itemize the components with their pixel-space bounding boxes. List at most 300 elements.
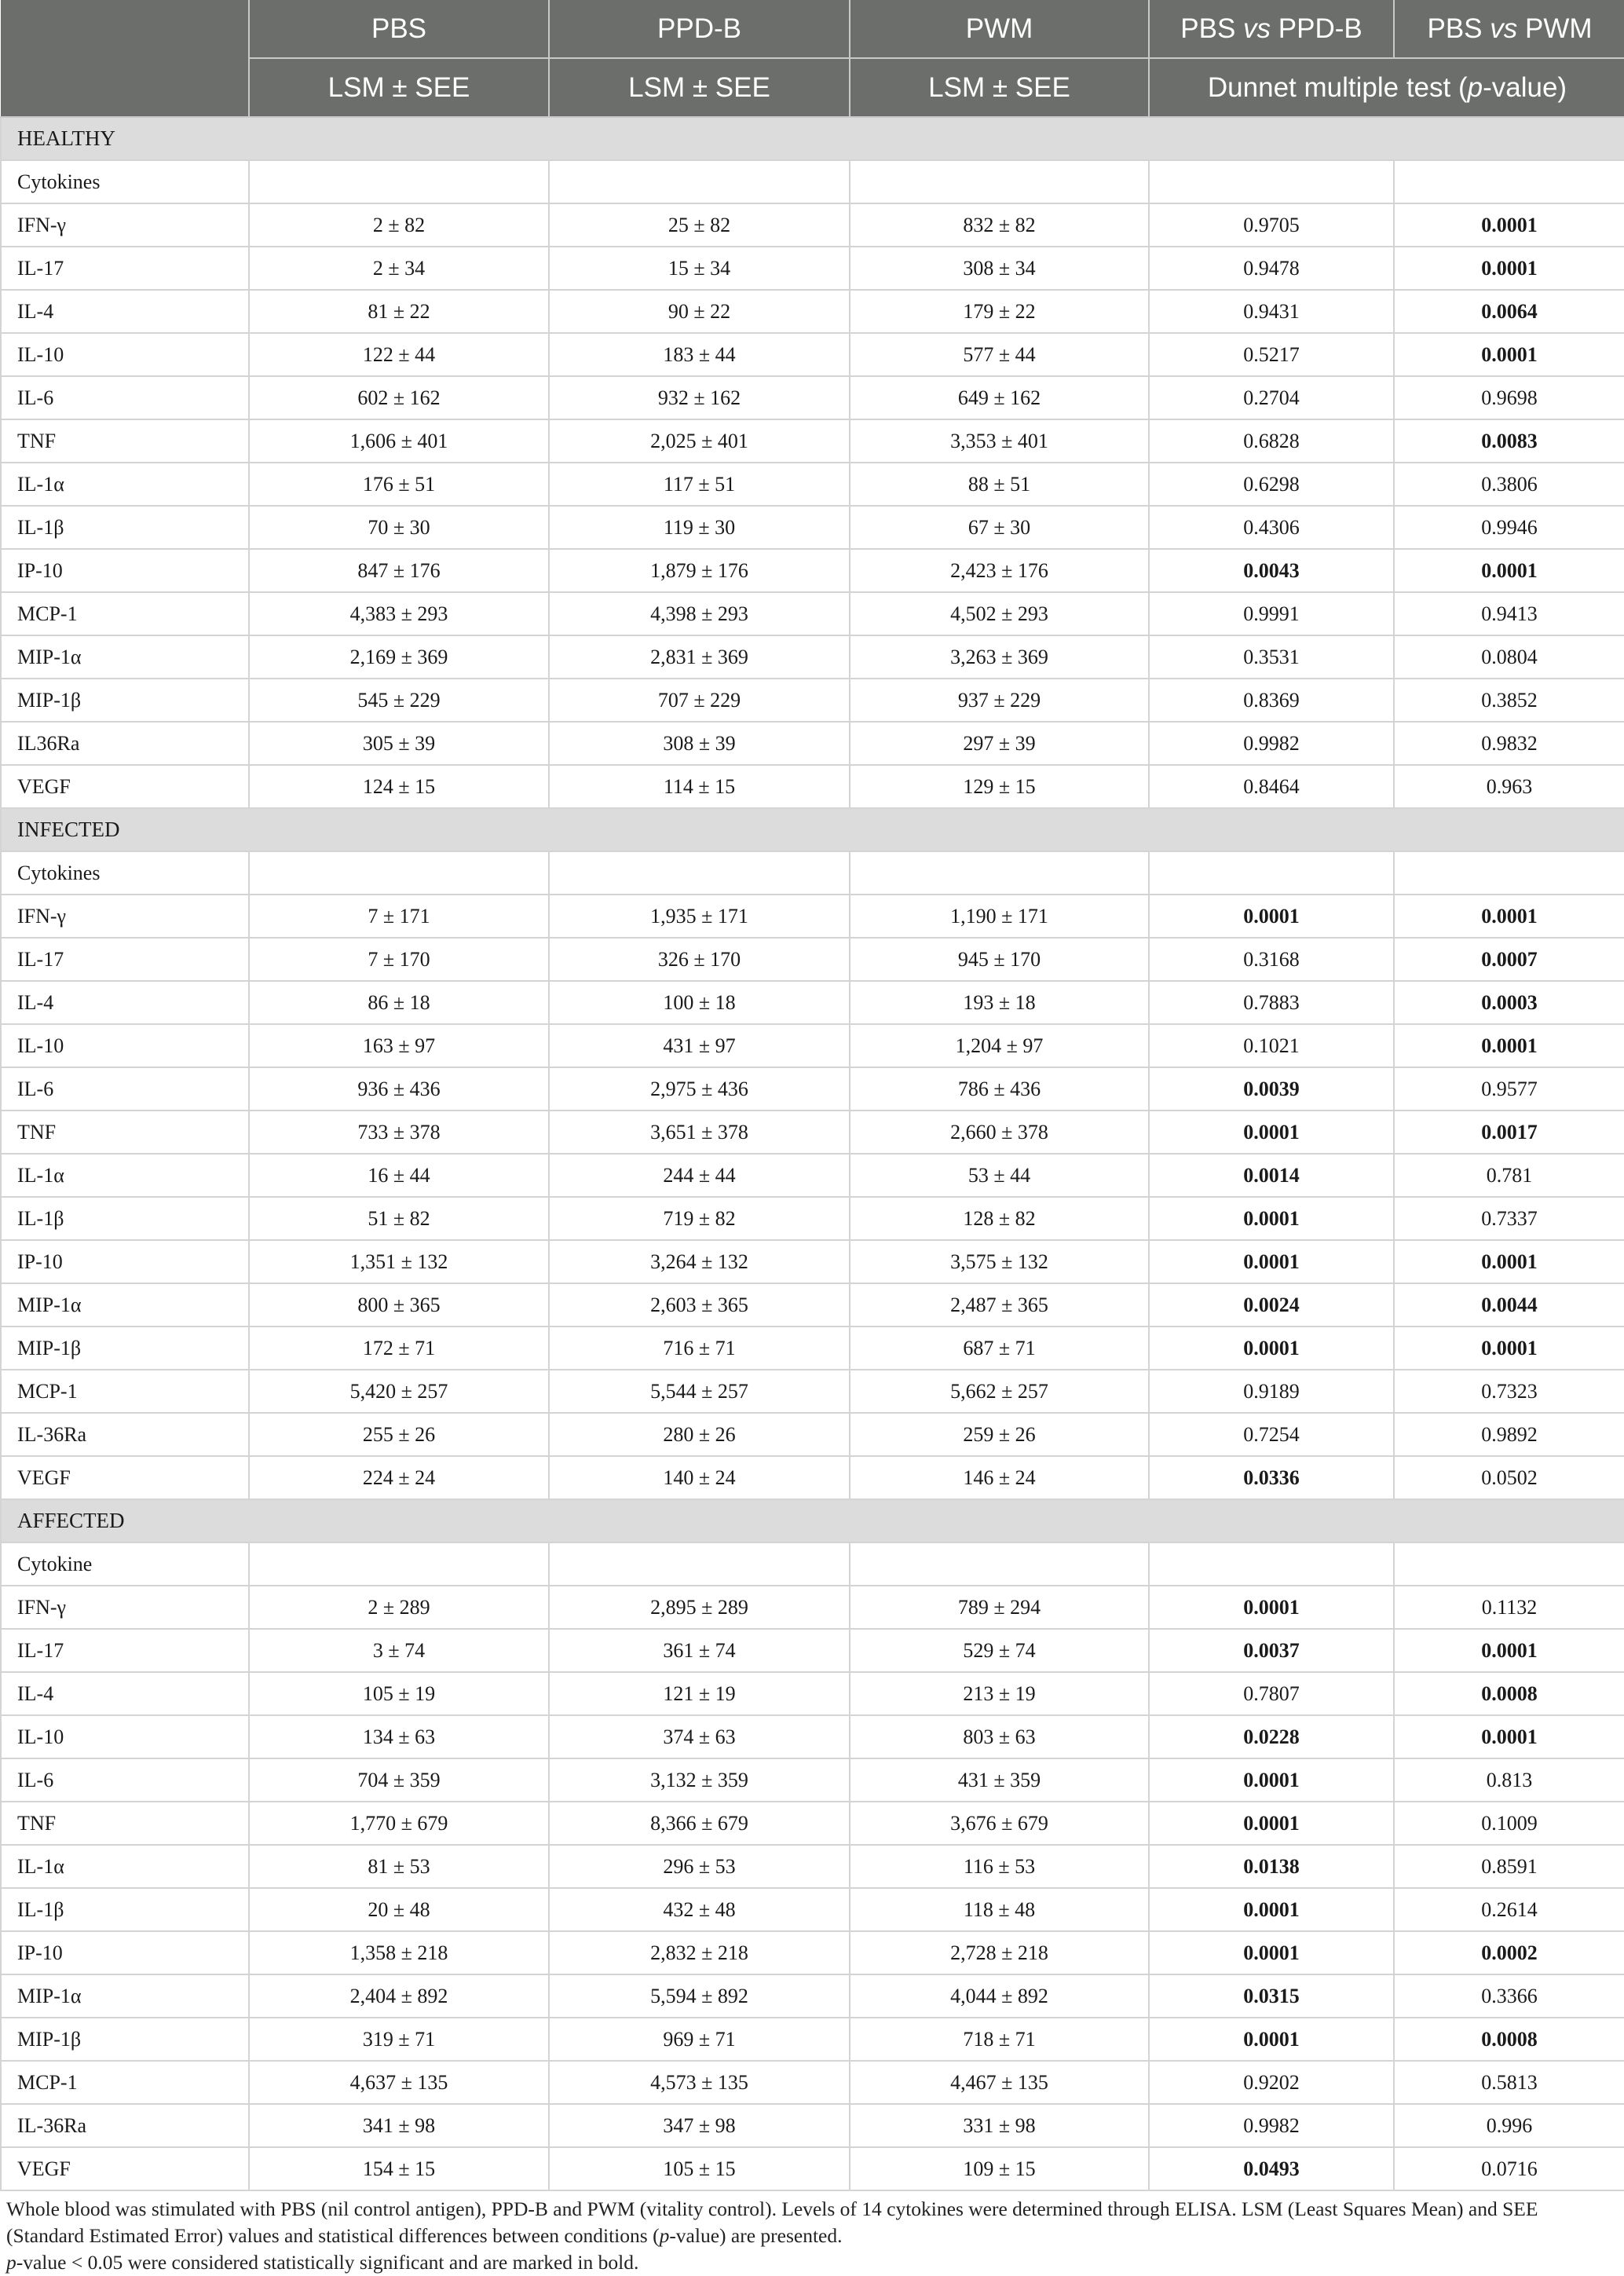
p-pwm-cell: 0.813 xyxy=(1394,1758,1624,1802)
p-ppd-b-cell: 0.4306 xyxy=(1149,506,1394,549)
cytokine-cell: IL-6 xyxy=(1,1758,249,1802)
cytokine-cell: IFN-γ xyxy=(1,203,249,247)
p-ppd-b-cell: 0.8369 xyxy=(1149,679,1394,722)
table-row xyxy=(1,203,1624,247)
cytokine-cell: IL-10 xyxy=(1,1715,249,1758)
p-pwm-cell: 0.0083 xyxy=(1394,419,1624,463)
cytokine-cell: IL-4 xyxy=(1,290,249,333)
cytokine-cell: MIP-1β xyxy=(1,679,249,722)
pbs-cell: 319 ± 71 xyxy=(249,2018,549,2061)
pwm-cell: 2,423 ± 176 xyxy=(850,549,1149,592)
cytokine-cell: IL-36Ra xyxy=(1,1413,249,1456)
cytokine-cell: VEGF xyxy=(1,765,249,808)
pbs-cell: 341 ± 98 xyxy=(249,2104,549,2147)
pwm-cell: 2,728 ± 218 xyxy=(850,1931,1149,1974)
cytokine-cell: IFN-γ xyxy=(1,1586,249,1629)
ppd-b-cell: 432 ± 48 xyxy=(549,1888,850,1931)
table-row xyxy=(1,2061,1624,2104)
footnote-method-text: Whole blood was stimulated with PBS (nil control antigen), PPD-B and PWM (vitality control). Levels of 14 cytokines were determined through ELISA. LSM (Least Squares Mean) and SEE (Standard Estimated Error) values and statistical differences between conditions (p-value) are presented. xyxy=(6,2197,1538,2247)
header-row-stats xyxy=(1,58,1624,117)
p-pwm-cell: 0.781 xyxy=(1394,1154,1624,1197)
pbs-cell: 7 ± 171 xyxy=(249,895,549,938)
pbs-cell: 2 ± 34 xyxy=(249,247,549,290)
p-ppd-b-cell: 0.0014 xyxy=(1149,1154,1394,1197)
p-ppd-b-cell: 0.0336 xyxy=(1149,1456,1394,1499)
pwm-cell: 2,660 ± 378 xyxy=(850,1111,1149,1154)
p-pwm-cell: 0.8591 xyxy=(1394,1845,1624,1888)
p-ppd-b-cell: 0.0001 xyxy=(1149,1586,1394,1629)
empty-cell xyxy=(1149,160,1394,203)
p-ppd-b-cell: 0.0001 xyxy=(1149,1931,1394,1974)
pbs-cell: 602 ± 162 xyxy=(249,376,549,419)
header-pbs-vs-pwm xyxy=(1394,0,1624,58)
table-row xyxy=(1,1672,1624,1715)
p-pwm-cell: 0.0001 xyxy=(1394,1326,1624,1370)
header-stat-pbs: LSM ± SEE xyxy=(249,58,549,117)
pbs-cell: 81 ± 53 xyxy=(249,1845,549,1888)
p-ppd-b-cell: 0.8464 xyxy=(1149,765,1394,808)
cytokine-cell: IFN-γ xyxy=(1,895,249,938)
ppd-b-cell: 707 ± 229 xyxy=(549,679,850,722)
pbs-cell: 800 ± 365 xyxy=(249,1283,549,1326)
p-pwm-cell: 0.0804 xyxy=(1394,635,1624,679)
ppd-b-cell: 2,603 ± 365 xyxy=(549,1283,850,1326)
cytokine-cell: IP-10 xyxy=(1,1240,249,1283)
p-ppd-b-cell: 0.0043 xyxy=(1149,549,1394,592)
footnote-significance xyxy=(6,2249,1616,2276)
cytokine-cell: IL-6 xyxy=(1,376,249,419)
pbs-cell: 81 ± 22 xyxy=(249,290,549,333)
ppd-b-cell: 4,398 ± 293 xyxy=(549,592,850,635)
p-ppd-b-cell: 0.3168 xyxy=(1149,938,1394,981)
p-pwm-cell: 0.0001 xyxy=(1394,1024,1624,1067)
p-ppd-b-cell: 0.9982 xyxy=(1149,722,1394,765)
p-ppd-b-cell: 0.0037 xyxy=(1149,1629,1394,1672)
empty-cell xyxy=(549,1542,850,1586)
table-row xyxy=(1,2104,1624,2147)
pbs-cell: 255 ± 26 xyxy=(249,1413,549,1456)
subheader-label: Cytokine xyxy=(1,1542,249,1586)
pwm-cell: 3,353 ± 401 xyxy=(850,419,1149,463)
group-row-affected xyxy=(1,1499,1624,1542)
p-ppd-b-cell: 0.5217 xyxy=(1149,333,1394,376)
p-ppd-b-cell: 0.6828 xyxy=(1149,419,1394,463)
ppd-b-cell: 2,895 ± 289 xyxy=(549,1586,850,1629)
pwm-cell: 3,676 ± 679 xyxy=(850,1802,1149,1845)
p-pwm-cell: 0.0001 xyxy=(1394,247,1624,290)
pbs-cell: 2,404 ± 892 xyxy=(249,1974,549,2018)
cytokine-cell: IL-4 xyxy=(1,1672,249,1715)
pbs-cell: 224 ± 24 xyxy=(249,1456,549,1499)
pwm-cell: 803 ± 63 xyxy=(850,1715,1149,1758)
p-ppd-b-cell: 0.0001 xyxy=(1149,1197,1394,1240)
p-pwm-cell: 0.0502 xyxy=(1394,1456,1624,1499)
ppd-b-cell: 140 ± 24 xyxy=(549,1456,850,1499)
table-row xyxy=(1,1802,1624,1845)
ppd-b-cell: 719 ± 82 xyxy=(549,1197,850,1240)
p-pwm-cell: 0.7323 xyxy=(1394,1370,1624,1413)
pbs-cell: 51 ± 82 xyxy=(249,1197,549,1240)
table-header xyxy=(1,0,1624,117)
header-blank xyxy=(1,0,249,58)
pwm-cell: 529 ± 74 xyxy=(850,1629,1149,1672)
cytokine-cell: IL-10 xyxy=(1,333,249,376)
header-stat-pwm: LSM ± SEE xyxy=(850,58,1149,117)
header-pbs: PBS xyxy=(249,0,549,58)
p-pwm-cell: 0.9413 xyxy=(1394,592,1624,635)
pwm-cell: 4,467 ± 135 xyxy=(850,2061,1149,2104)
pbs-cell: 1,770 ± 679 xyxy=(249,1802,549,1845)
cytokine-cell: IL-1β xyxy=(1,1197,249,1240)
header-blank-2 xyxy=(1,58,249,117)
p-ppd-b-cell: 0.9982 xyxy=(1149,2104,1394,2147)
p-pwm-cell: 0.0044 xyxy=(1394,1283,1624,1326)
table-row xyxy=(1,2147,1624,2190)
p-pwm-cell: 0.1132 xyxy=(1394,1586,1624,1629)
p-ppd-b-cell: 0.6298 xyxy=(1149,463,1394,506)
pwm-cell: 109 ± 15 xyxy=(850,2147,1149,2190)
p-ppd-b-cell: 0.0001 xyxy=(1149,1111,1394,1154)
cytokine-cell: MIP-1α xyxy=(1,635,249,679)
group-row-healthy xyxy=(1,117,1624,160)
p-pwm-cell: 0.7337 xyxy=(1394,1197,1624,1240)
empty-cell xyxy=(249,160,549,203)
p-pwm-cell: 0.5813 xyxy=(1394,2061,1624,2104)
ppd-b-cell: 431 ± 97 xyxy=(549,1024,850,1067)
p-ppd-b-cell: 0.0001 xyxy=(1149,1326,1394,1370)
cytokine-cell: IL-10 xyxy=(1,1024,249,1067)
header-dunnet-test-text: Dunnet multiple test (p-value) xyxy=(1207,71,1567,103)
p-pwm-cell: 0.0001 xyxy=(1394,1715,1624,1758)
empty-cell xyxy=(249,1542,549,1586)
ppd-b-cell: 1,935 ± 171 xyxy=(549,895,850,938)
pwm-cell: 786 ± 436 xyxy=(850,1067,1149,1111)
pwm-cell: 129 ± 15 xyxy=(850,765,1149,808)
pbs-cell: 704 ± 359 xyxy=(249,1758,549,1802)
table-row xyxy=(1,419,1624,463)
cytokine-cell: IL-1β xyxy=(1,1888,249,1931)
header-pwm: PWM xyxy=(850,0,1149,58)
cytokine-cell: MCP-1 xyxy=(1,1370,249,1413)
ppd-b-cell: 105 ± 15 xyxy=(549,2147,850,2190)
p-pwm-cell: 0.0716 xyxy=(1394,2147,1624,2190)
ppd-b-cell: 244 ± 44 xyxy=(549,1154,850,1197)
ppd-b-cell: 15 ± 34 xyxy=(549,247,850,290)
p-pwm-cell: 0.963 xyxy=(1394,765,1624,808)
table-row xyxy=(1,463,1624,506)
table-body xyxy=(1,117,1624,2190)
p-ppd-b-cell: 0.0315 xyxy=(1149,1974,1394,2018)
table-row xyxy=(1,247,1624,290)
p-ppd-b-cell: 0.0001 xyxy=(1149,895,1394,938)
table-row xyxy=(1,1586,1624,1629)
ppd-b-cell: 326 ± 170 xyxy=(549,938,850,981)
cytokine-cell: MIP-1β xyxy=(1,1326,249,1370)
table-footnote xyxy=(0,2191,1624,2276)
cytokine-cell: TNF xyxy=(1,419,249,463)
table-row xyxy=(1,1931,1624,1974)
ppd-b-cell: 361 ± 74 xyxy=(549,1629,850,1672)
empty-cell xyxy=(850,851,1149,895)
pbs-cell: 1,606 ± 401 xyxy=(249,419,549,463)
p-pwm-cell: 0.0003 xyxy=(1394,981,1624,1024)
p-ppd-b-cell: 0.9991 xyxy=(1149,592,1394,635)
table-row xyxy=(1,1154,1624,1197)
pbs-cell: 134 ± 63 xyxy=(249,1715,549,1758)
p-ppd-b-cell: 0.9189 xyxy=(1149,1370,1394,1413)
cytokine-cell: IP-10 xyxy=(1,549,249,592)
p-ppd-b-cell: 0.0228 xyxy=(1149,1715,1394,1758)
subheader-row xyxy=(1,160,1624,203)
pbs-cell: 5,420 ± 257 xyxy=(249,1370,549,1413)
empty-cell xyxy=(850,1542,1149,1586)
header-pbs-vs-ppd-b xyxy=(1149,0,1394,58)
ppd-b-cell: 90 ± 22 xyxy=(549,290,850,333)
ppd-b-cell: 1,879 ± 176 xyxy=(549,549,850,592)
ppd-b-cell: 347 ± 98 xyxy=(549,2104,850,2147)
pwm-cell: 88 ± 51 xyxy=(850,463,1149,506)
empty-cell xyxy=(1394,1542,1624,1586)
group-label: AFFECTED xyxy=(1,1499,1624,1542)
pwm-cell: 118 ± 48 xyxy=(850,1888,1149,1931)
p-ppd-b-cell: 0.9202 xyxy=(1149,2061,1394,2104)
table-row xyxy=(1,938,1624,981)
ppd-b-cell: 25 ± 82 xyxy=(549,203,850,247)
p-pwm-cell: 0.0001 xyxy=(1394,1240,1624,1283)
cytokine-cell: IL-1α xyxy=(1,463,249,506)
p-pwm-cell: 0.0002 xyxy=(1394,1931,1624,1974)
header-row-conditions xyxy=(1,0,1624,58)
cytokine-cell: IL-1β xyxy=(1,506,249,549)
group-label: HEALTHY xyxy=(1,117,1624,160)
cytokine-cell: IL-17 xyxy=(1,247,249,290)
p-ppd-b-cell: 0.9705 xyxy=(1149,203,1394,247)
table-row xyxy=(1,1845,1624,1888)
footnote-method xyxy=(6,2196,1616,2249)
table-row xyxy=(1,592,1624,635)
pwm-cell: 1,190 ± 171 xyxy=(850,895,1149,938)
table-row xyxy=(1,1629,1624,1672)
p-ppd-b-cell: 0.2704 xyxy=(1149,376,1394,419)
p-ppd-b-cell: 0.9478 xyxy=(1149,247,1394,290)
subheader-row xyxy=(1,1542,1624,1586)
ppd-b-cell: 2,831 ± 369 xyxy=(549,635,850,679)
header-pbs-vs-ppd-b-text: PBS vs PPD-B xyxy=(1180,13,1362,44)
table-row xyxy=(1,1111,1624,1154)
pbs-cell: 2 ± 289 xyxy=(249,1586,549,1629)
pbs-cell: 3 ± 74 xyxy=(249,1629,549,1672)
table-row xyxy=(1,1067,1624,1111)
p-ppd-b-cell: 0.0039 xyxy=(1149,1067,1394,1111)
p-pwm-cell: 0.0064 xyxy=(1394,290,1624,333)
p-pwm-cell: 0.0001 xyxy=(1394,333,1624,376)
table-row xyxy=(1,722,1624,765)
pbs-cell: 936 ± 436 xyxy=(249,1067,549,1111)
cytokine-cell: IL-6 xyxy=(1,1067,249,1111)
ppd-b-cell: 3,132 ± 359 xyxy=(549,1758,850,1802)
p-ppd-b-cell: 0.0001 xyxy=(1149,1888,1394,1931)
cytokine-cell: MIP-1β xyxy=(1,2018,249,2061)
cytokine-cell: IL36Ra xyxy=(1,722,249,765)
p-ppd-b-cell: 0.1021 xyxy=(1149,1024,1394,1067)
p-pwm-cell: 0.0001 xyxy=(1394,549,1624,592)
table-row xyxy=(1,1715,1624,1758)
empty-cell xyxy=(549,851,850,895)
pwm-cell: 789 ± 294 xyxy=(850,1586,1149,1629)
p-pwm-cell: 0.9832 xyxy=(1394,722,1624,765)
ppd-b-cell: 932 ± 162 xyxy=(549,376,850,419)
pwm-cell: 577 ± 44 xyxy=(850,333,1149,376)
empty-cell xyxy=(549,160,850,203)
pbs-cell: 305 ± 39 xyxy=(249,722,549,765)
p-pwm-cell: 0.9892 xyxy=(1394,1413,1624,1456)
p-pwm-cell: 0.9577 xyxy=(1394,1067,1624,1111)
p-pwm-cell: 0.0001 xyxy=(1394,1629,1624,1672)
header-stat-ppd-b: LSM ± SEE xyxy=(549,58,850,117)
table-row xyxy=(1,2018,1624,2061)
ppd-b-cell: 280 ± 26 xyxy=(549,1413,850,1456)
subheader-label: Cytokines xyxy=(1,160,249,203)
table-row xyxy=(1,506,1624,549)
p-ppd-b-cell: 0.0001 xyxy=(1149,1758,1394,1802)
pbs-cell: 545 ± 229 xyxy=(249,679,549,722)
pwm-cell: 3,263 ± 369 xyxy=(850,635,1149,679)
table-row xyxy=(1,679,1624,722)
table-row xyxy=(1,765,1624,808)
pwm-cell: 718 ± 71 xyxy=(850,2018,1149,2061)
p-ppd-b-cell: 0.3531 xyxy=(1149,635,1394,679)
pbs-cell: 1,358 ± 218 xyxy=(249,1931,549,1974)
ppd-b-cell: 374 ± 63 xyxy=(549,1715,850,1758)
p-pwm-cell: 0.1009 xyxy=(1394,1802,1624,1845)
pbs-cell: 122 ± 44 xyxy=(249,333,549,376)
pwm-cell: 297 ± 39 xyxy=(850,722,1149,765)
cytokine-cell: IL-17 xyxy=(1,1629,249,1672)
pwm-cell: 128 ± 82 xyxy=(850,1197,1149,1240)
group-label: INFECTED xyxy=(1,808,1624,851)
table-row xyxy=(1,333,1624,376)
ppd-b-cell: 183 ± 44 xyxy=(549,333,850,376)
table-row xyxy=(1,1024,1624,1067)
ppd-b-cell: 117 ± 51 xyxy=(549,463,850,506)
pbs-cell: 7 ± 170 xyxy=(249,938,549,981)
pwm-cell: 687 ± 71 xyxy=(850,1326,1149,1370)
cytokine-cell: MIP-1α xyxy=(1,1974,249,2018)
p-ppd-b-cell: 0.0001 xyxy=(1149,1240,1394,1283)
table-row xyxy=(1,1758,1624,1802)
ppd-b-cell: 5,594 ± 892 xyxy=(549,1974,850,2018)
empty-cell xyxy=(1394,851,1624,895)
p-ppd-b-cell: 0.0493 xyxy=(1149,2147,1394,2190)
cytokine-cell: IL-36Ra xyxy=(1,2104,249,2147)
ppd-b-cell: 969 ± 71 xyxy=(549,2018,850,2061)
group-row-infected xyxy=(1,808,1624,851)
pbs-cell: 176 ± 51 xyxy=(249,463,549,506)
pbs-cell: 163 ± 97 xyxy=(249,1024,549,1067)
p-pwm-cell: 0.9946 xyxy=(1394,506,1624,549)
pwm-cell: 5,662 ± 257 xyxy=(850,1370,1149,1413)
header-ppd-b: PPD-B xyxy=(549,0,850,58)
table-row xyxy=(1,1974,1624,2018)
pbs-cell: 105 ± 19 xyxy=(249,1672,549,1715)
pbs-cell: 172 ± 71 xyxy=(249,1326,549,1370)
pbs-cell: 4,637 ± 135 xyxy=(249,2061,549,2104)
pwm-cell: 146 ± 24 xyxy=(850,1456,1149,1499)
pwm-cell: 213 ± 19 xyxy=(850,1672,1149,1715)
table-row xyxy=(1,981,1624,1024)
p-ppd-b-cell: 0.7883 xyxy=(1149,981,1394,1024)
pwm-cell: 937 ± 229 xyxy=(850,679,1149,722)
pbs-cell: 124 ± 15 xyxy=(249,765,549,808)
subheader-label: Cytokines xyxy=(1,851,249,895)
cytokine-cell: VEGF xyxy=(1,2147,249,2190)
pwm-cell: 431 ± 359 xyxy=(850,1758,1149,1802)
pwm-cell: 193 ± 18 xyxy=(850,981,1149,1024)
cytokine-cell: IL-4 xyxy=(1,981,249,1024)
cytokine-cell: IL-1α xyxy=(1,1154,249,1197)
cytokine-cell: MIP-1α xyxy=(1,1283,249,1326)
pbs-cell: 20 ± 48 xyxy=(249,1888,549,1931)
ppd-b-cell: 100 ± 18 xyxy=(549,981,850,1024)
table-row xyxy=(1,1413,1624,1456)
pbs-cell: 1,351 ± 132 xyxy=(249,1240,549,1283)
ppd-b-cell: 8,366 ± 679 xyxy=(549,1802,850,1845)
empty-cell xyxy=(1394,160,1624,203)
ppd-b-cell: 2,025 ± 401 xyxy=(549,419,850,463)
p-pwm-cell: 0.3806 xyxy=(1394,463,1624,506)
p-pwm-cell: 0.3852 xyxy=(1394,679,1624,722)
p-pwm-cell: 0.0008 xyxy=(1394,1672,1624,1715)
ppd-b-cell: 2,832 ± 218 xyxy=(549,1931,850,1974)
pwm-cell: 649 ± 162 xyxy=(850,376,1149,419)
ppd-b-cell: 3,264 ± 132 xyxy=(549,1240,850,1283)
p-pwm-cell: 0.0001 xyxy=(1394,895,1624,938)
pwm-cell: 308 ± 34 xyxy=(850,247,1149,290)
table-row xyxy=(1,1197,1624,1240)
cytokine-cell: MCP-1 xyxy=(1,592,249,635)
cytokine-cell: IL-1α xyxy=(1,1845,249,1888)
p-ppd-b-cell: 0.7807 xyxy=(1149,1672,1394,1715)
p-ppd-b-cell: 0.0001 xyxy=(1149,1802,1394,1845)
p-pwm-cell: 0.3366 xyxy=(1394,1974,1624,2018)
pwm-cell: 945 ± 170 xyxy=(850,938,1149,981)
pbs-cell: 733 ± 378 xyxy=(249,1111,549,1154)
pbs-cell: 86 ± 18 xyxy=(249,981,549,1024)
p-pwm-cell: 0.0001 xyxy=(1394,203,1624,247)
footnote-significance-text: p-value < 0.05 were considered statistically significant and are marked in bold. xyxy=(6,2251,639,2274)
empty-cell xyxy=(1149,1542,1394,1586)
table-row xyxy=(1,1456,1624,1499)
table-row xyxy=(1,1240,1624,1283)
pwm-cell: 53 ± 44 xyxy=(850,1154,1149,1197)
pbs-cell: 2 ± 82 xyxy=(249,203,549,247)
pwm-cell: 116 ± 53 xyxy=(850,1845,1149,1888)
empty-cell xyxy=(1149,851,1394,895)
ppd-b-cell: 119 ± 30 xyxy=(549,506,850,549)
cytokine-cell: MCP-1 xyxy=(1,2061,249,2104)
pbs-cell: 16 ± 44 xyxy=(249,1154,549,1197)
cytokine-cell: TNF xyxy=(1,1802,249,1845)
table-row xyxy=(1,549,1624,592)
p-ppd-b-cell: 0.0001 xyxy=(1149,2018,1394,2061)
pwm-cell: 2,487 ± 365 xyxy=(850,1283,1149,1326)
header-pbs-vs-pwm-text: PBS vs PWM xyxy=(1427,13,1593,44)
table-row xyxy=(1,290,1624,333)
pwm-cell: 3,575 ± 132 xyxy=(850,1240,1149,1283)
pbs-cell: 154 ± 15 xyxy=(249,2147,549,2190)
empty-cell xyxy=(850,160,1149,203)
cytokine-cell: TNF xyxy=(1,1111,249,1154)
